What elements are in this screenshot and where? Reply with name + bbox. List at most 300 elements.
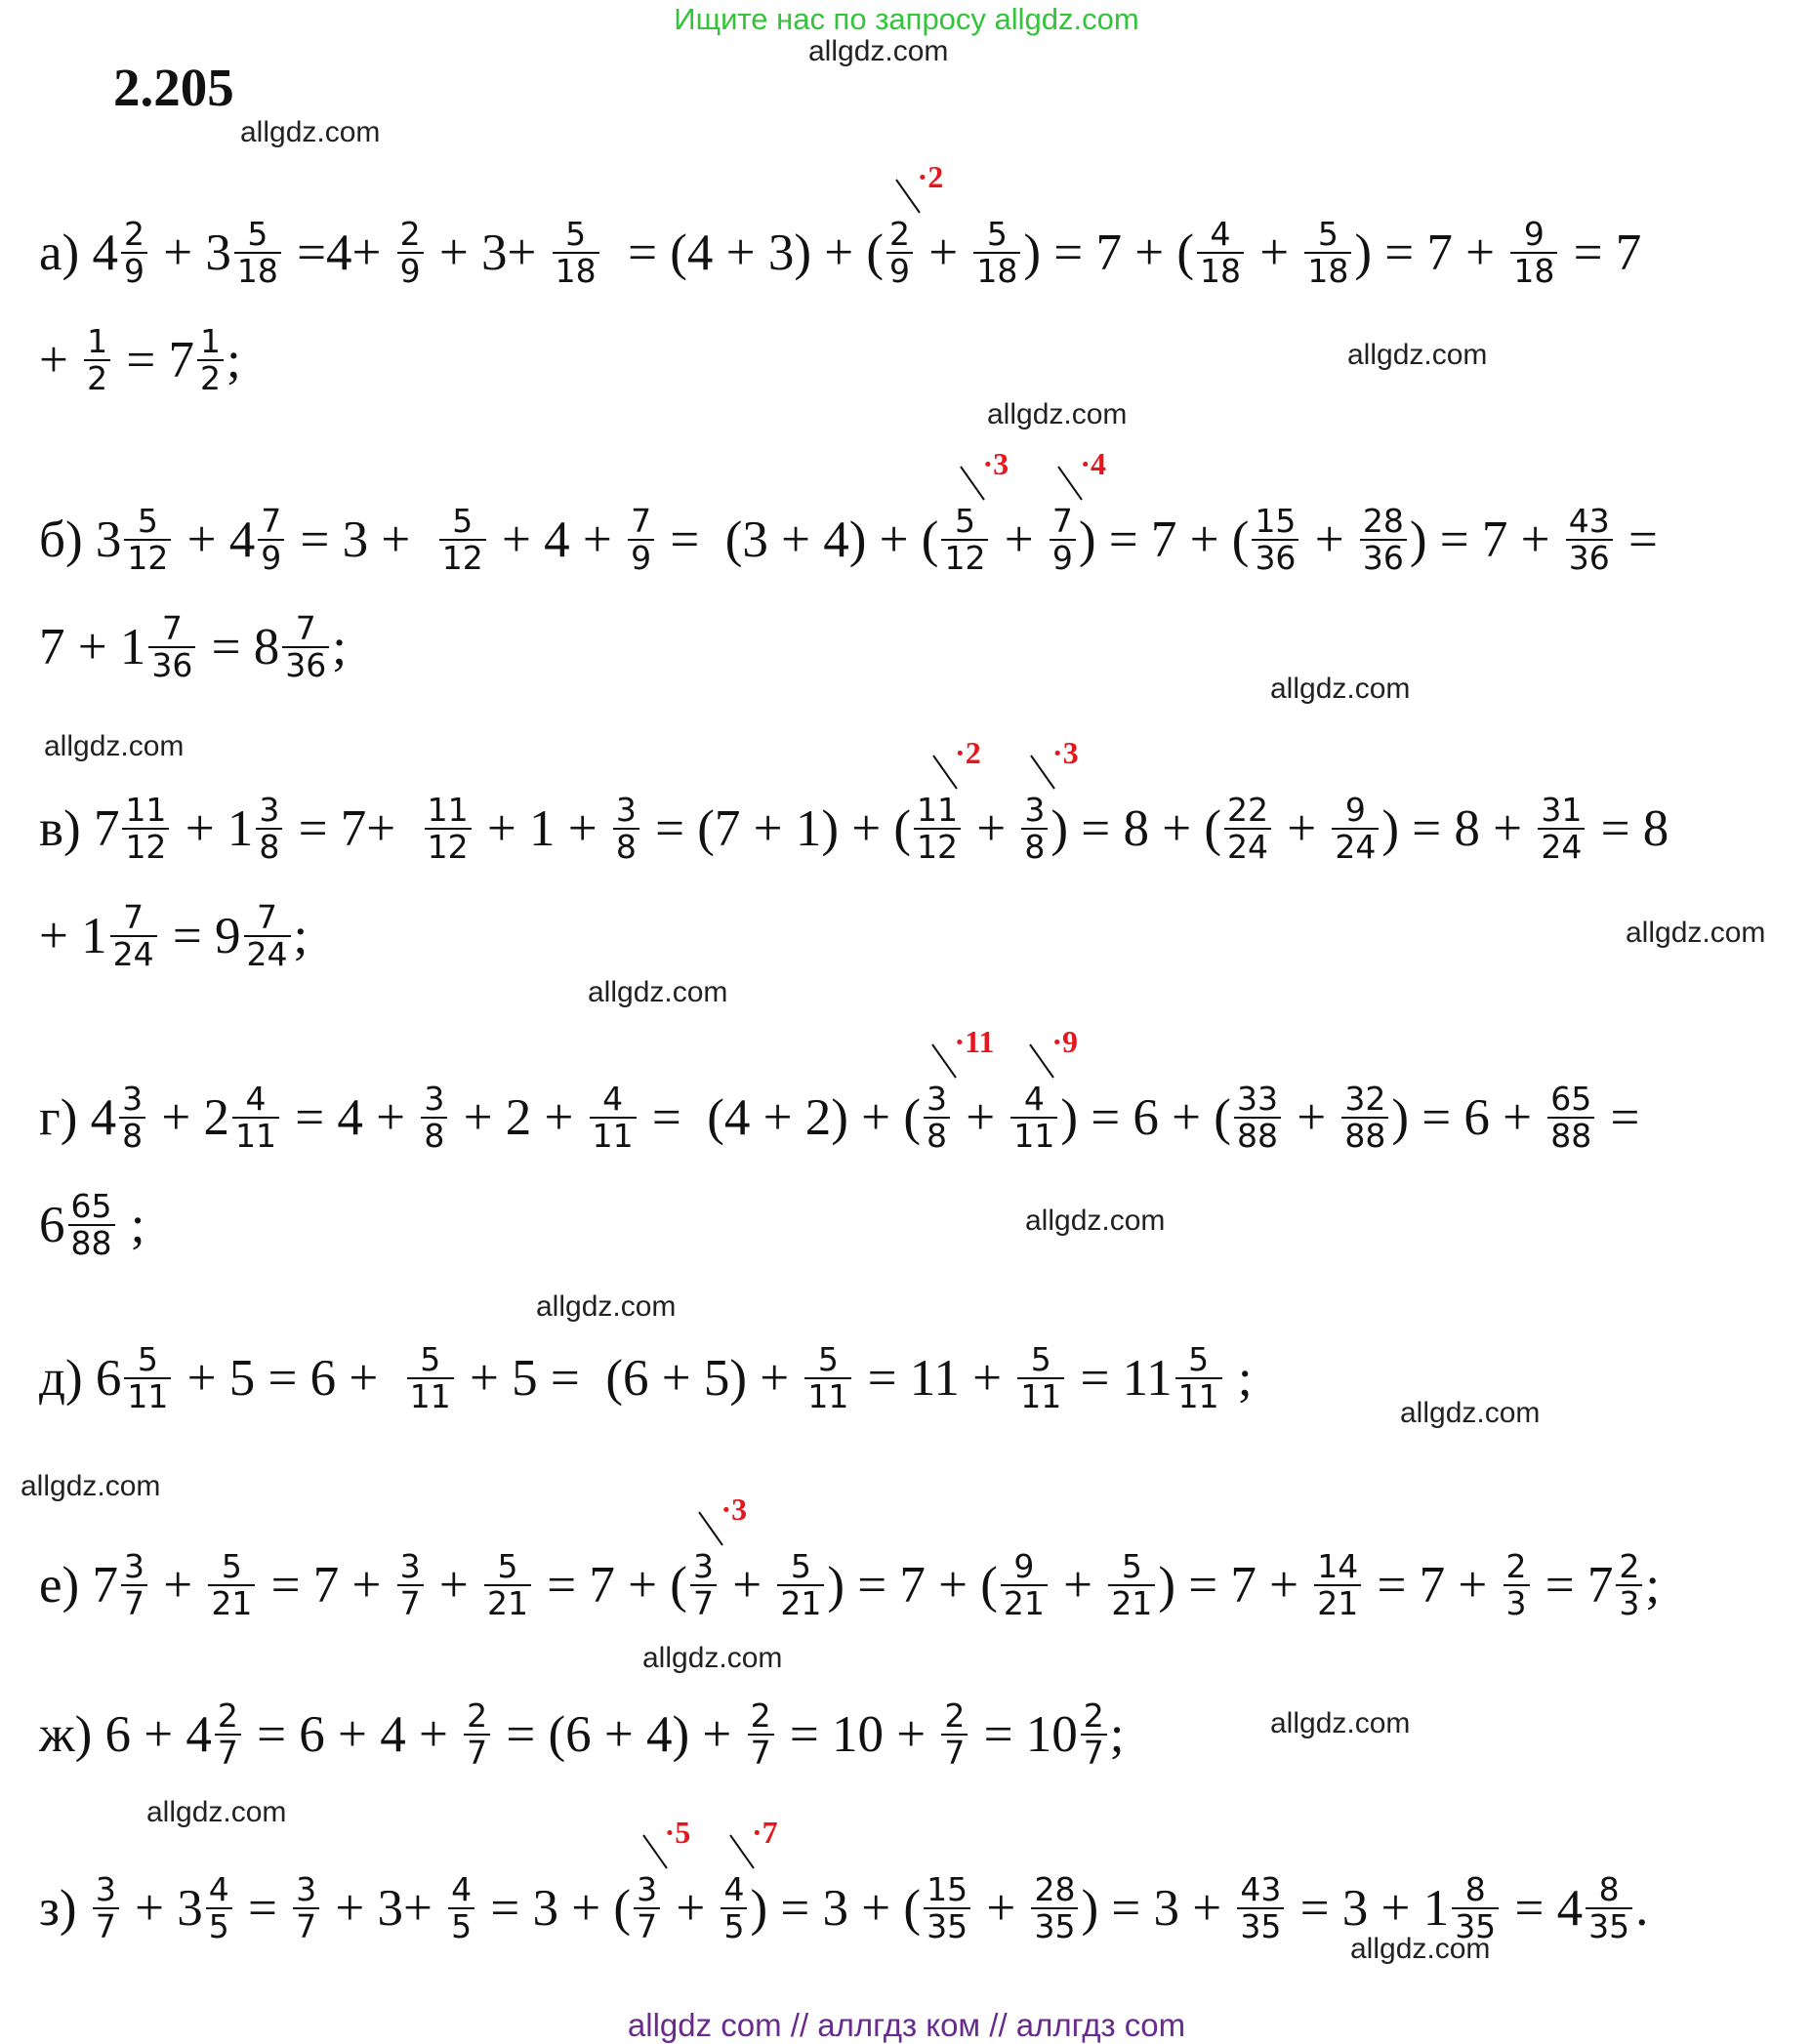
top-banner: Ищите нас по запросу allgdz.com <box>674 2 1139 36</box>
fraction <box>1510 217 1557 290</box>
numerator: 28 <box>1362 502 1404 540</box>
expression-text: ; <box>293 907 309 964</box>
fraction <box>84 324 110 397</box>
whole-part: 4 <box>92 224 118 281</box>
expression-text: ; <box>1109 1705 1125 1763</box>
numerator: 32 <box>1344 1080 1386 1118</box>
fraction <box>973 217 1020 290</box>
denominator: 18 <box>973 252 1020 289</box>
expression-text: ) = 7 + <box>1158 1556 1312 1614</box>
fraction <box>425 793 472 866</box>
numerator: 5 <box>954 502 975 540</box>
denominator: 7 <box>397 1584 424 1621</box>
denominator: 18 <box>1510 252 1557 289</box>
whole-part: 7 <box>92 1556 118 1614</box>
numerator: 5 <box>137 1340 158 1378</box>
denominator: 36 <box>282 646 329 683</box>
fraction <box>121 217 147 290</box>
whole-part: 1 <box>81 907 107 964</box>
fraction <box>197 324 224 397</box>
numerator: 2 <box>750 1697 771 1735</box>
denominator: 9 <box>258 539 284 576</box>
expression-text: = 7 + <box>258 1556 394 1614</box>
numerator: 65 <box>70 1187 112 1225</box>
denominator: 9 <box>121 252 147 289</box>
numerator: 7 <box>631 502 652 540</box>
bottom-banner: allgdz com // аллгдз ком // аллгдз com <box>627 2007 1186 2043</box>
fraction <box>122 793 169 866</box>
numerator: 5 <box>1121 1547 1142 1585</box>
expression-text: + <box>916 224 971 281</box>
expression-text: = (4 + 2) + ( <box>639 1088 921 1146</box>
equation-line <box>39 1342 1253 1415</box>
fraction <box>439 504 486 577</box>
denominator: 35 <box>1586 1907 1632 1944</box>
denominator: 7 <box>93 1907 119 1944</box>
denominator: 8 <box>256 828 282 865</box>
numerator: 43 <box>1240 1870 1282 1908</box>
numerator: 9 <box>1523 215 1545 253</box>
fraction <box>590 1082 637 1155</box>
numerator: 5 <box>137 502 158 540</box>
expression-text: = 7 + <box>1364 1556 1501 1614</box>
denominator: 36 <box>148 646 195 683</box>
mixed-number <box>204 1082 283 1155</box>
fraction <box>1341 1082 1388 1155</box>
equation-line <box>39 324 241 397</box>
numerator: 3 <box>259 791 280 829</box>
fraction <box>804 1342 851 1415</box>
denominator: 8 <box>1021 828 1048 865</box>
numerator: 8 <box>1598 1870 1620 1908</box>
denominator: 21 <box>208 1584 255 1621</box>
denominator: 9 <box>397 252 424 289</box>
numerator: 8 <box>1464 1870 1486 1908</box>
whole-part: 1 <box>119 618 146 675</box>
numerator: 1 <box>200 322 222 360</box>
denominator: 88 <box>1547 1117 1594 1154</box>
expression-text: ) = 8 + ( <box>1051 799 1221 857</box>
expression-text: б) <box>39 511 96 568</box>
fraction <box>941 446 1010 578</box>
fraction <box>1547 1082 1594 1155</box>
denominator: 35 <box>924 1907 970 1944</box>
expression-text: + <box>952 1088 1009 1146</box>
denominator: 8 <box>613 828 639 865</box>
numerator: 1 <box>87 322 108 360</box>
mixed-number <box>39 1189 118 1262</box>
multiplier-label: ·2 <box>955 735 981 770</box>
numerator: 2 <box>467 1697 488 1735</box>
numerator: 43 <box>1568 502 1610 540</box>
denominator: 3 <box>1504 1584 1530 1621</box>
denominator: 11 <box>590 1117 637 1154</box>
expression-text: + <box>149 1556 206 1614</box>
numerator: 2 <box>217 1697 238 1735</box>
whole-part: 7 <box>1586 1556 1614 1614</box>
fraction <box>690 1492 748 1623</box>
fraction <box>421 1082 447 1155</box>
numerator: 65 <box>1550 1080 1592 1118</box>
mixed-number <box>1587 1549 1646 1622</box>
numerator: 2 <box>1505 1547 1527 1585</box>
denominator: 7 <box>748 1734 774 1771</box>
numerator: 7 <box>123 898 144 936</box>
denominator: 24 <box>1332 828 1379 865</box>
expression-text: + <box>1301 511 1357 568</box>
expression-text: з) <box>39 1879 90 1937</box>
mixed-number <box>91 1082 149 1155</box>
numerator: 3 <box>926 1080 947 1118</box>
expression-text: = 4 + <box>282 1088 419 1146</box>
denominator: 12 <box>124 539 171 576</box>
multiplier-mark <box>641 1815 710 1872</box>
denominator: 18 <box>1197 252 1244 289</box>
fraction <box>448 1872 474 1945</box>
denominator: 11 <box>1175 1377 1222 1414</box>
expression-text: г) <box>39 1088 91 1146</box>
multiplier-label: ·5 <box>664 1815 691 1850</box>
denominator: 24 <box>1538 828 1585 865</box>
multiplier-label: ·4 <box>1080 446 1107 481</box>
mixed-number <box>254 611 333 684</box>
expression-text: ) = 3 + <box>1081 1879 1235 1937</box>
denominator: 24 <box>1224 828 1271 865</box>
expression-text: = <box>234 1879 291 1937</box>
whole-part: 4 <box>185 1705 212 1763</box>
expression-text: + <box>719 1556 775 1614</box>
fraction <box>244 900 291 973</box>
fraction <box>110 900 157 973</box>
fraction <box>397 217 424 290</box>
whole-part: 3 <box>205 224 231 281</box>
mixed-number <box>81 900 160 973</box>
fraction <box>634 1815 691 1946</box>
fraction <box>1237 1872 1284 1945</box>
mixed-number <box>169 324 227 397</box>
expression-text: + 5 = 6 + <box>174 1349 404 1407</box>
numerator: 31 <box>1541 791 1583 829</box>
equation-line <box>39 900 308 973</box>
expression-text: + <box>39 331 82 388</box>
expression-text: = (3 + 4) + ( <box>657 511 939 568</box>
expression-text: ; <box>332 618 348 675</box>
denominator: 9 <box>886 252 913 289</box>
denominator: 7 <box>121 1584 147 1621</box>
expression-text: ) = 6 + ( <box>1060 1088 1231 1146</box>
denominator: 18 <box>234 252 281 289</box>
fraction <box>1566 504 1613 577</box>
fraction <box>208 1549 255 1622</box>
numerator: 5 <box>986 215 1008 253</box>
numerator: 15 <box>1255 502 1297 540</box>
denominator: 5 <box>721 1907 747 1944</box>
expression-text: ) = 3 + ( <box>750 1879 922 1937</box>
fraction <box>124 1342 171 1415</box>
fraction <box>1224 793 1271 866</box>
numerator: 3 <box>122 1080 144 1118</box>
expression-text: = (7 + 1) + ( <box>641 799 912 857</box>
watermark-text: allgdz.com <box>1025 1205 1166 1237</box>
fraction <box>1332 793 1379 866</box>
numerator: 22 <box>1227 791 1268 829</box>
fraction <box>721 1815 778 1946</box>
numerator: 2 <box>123 215 144 253</box>
fraction <box>1360 504 1407 577</box>
equation-line <box>39 611 347 684</box>
expression-text: = (4 + 3) + ( <box>601 224 885 281</box>
expression-text: ; <box>1645 1556 1661 1614</box>
numerator: 15 <box>927 1870 968 1908</box>
denominator: 88 <box>68 1224 115 1261</box>
multiplier-label: ·7 <box>751 1815 778 1850</box>
numerator: 3 <box>615 791 637 829</box>
multiplier-mark <box>1029 735 1097 793</box>
multiplier-label: ·3 <box>982 446 1010 481</box>
watermark-text: allgdz.com <box>240 116 381 148</box>
multiplier-label: ·2 <box>917 159 944 194</box>
fraction <box>1081 1698 1107 1772</box>
fraction <box>1021 735 1079 867</box>
numerator: 9 <box>1344 791 1366 829</box>
numerator: 3 <box>1024 791 1046 829</box>
expression-text: + <box>964 799 1019 857</box>
fraction <box>215 1698 241 1772</box>
numerator: 4 <box>245 1080 267 1118</box>
expression-text: ) = 7 + ( <box>1078 511 1250 568</box>
whole-part: 4 <box>228 511 256 568</box>
fraction <box>1586 1872 1632 1945</box>
fraction <box>941 1698 968 1772</box>
numerator: 5 <box>1188 1340 1210 1378</box>
fraction <box>1001 1549 1048 1622</box>
expression-text: + <box>149 224 206 281</box>
denominator: 36 <box>1252 539 1298 576</box>
fraction <box>464 1698 490 1772</box>
numerator: 28 <box>1034 1870 1076 1908</box>
watermark-text: allgdz.com <box>1400 1397 1541 1429</box>
fraction <box>68 1189 115 1262</box>
expression-text: = 7 <box>1560 224 1642 281</box>
whole-part: 6 <box>95 1349 122 1407</box>
expression-text: ) = 7 + <box>1354 224 1508 281</box>
expression-text: + <box>121 1879 178 1937</box>
fraction <box>553 217 599 290</box>
expression-text: + 2 + <box>450 1088 587 1146</box>
expression-text: а) <box>39 224 93 281</box>
multiplier-label: ·3 <box>1051 735 1079 770</box>
denominator: 35 <box>1031 1907 1078 1944</box>
watermark-text: allgdz.com <box>146 1796 287 1828</box>
whole-part: 4 <box>90 1088 117 1146</box>
fraction <box>1010 1024 1079 1156</box>
denominator: 2 <box>197 359 224 396</box>
expression-text: = 10 + <box>776 1705 939 1763</box>
denominator: 24 <box>110 935 157 972</box>
watermark-text: allgdz.com <box>1270 673 1411 705</box>
expression-text: = 8 <box>1587 799 1669 857</box>
denominator: 8 <box>421 1117 447 1154</box>
fraction <box>1538 793 1585 866</box>
denominator: 9 <box>1050 539 1076 576</box>
fraction <box>232 1082 279 1155</box>
equation-line <box>39 1024 1640 1156</box>
numerator: 5 <box>1030 1340 1051 1378</box>
fraction <box>124 504 171 577</box>
denominator: 21 <box>1314 1584 1361 1621</box>
numerator: 2 <box>399 215 421 253</box>
expression-text: = 3 + <box>287 511 436 568</box>
numerator: 5 <box>497 1547 518 1585</box>
numerator: 3 <box>637 1870 658 1908</box>
denominator: 18 <box>553 252 599 289</box>
problem-number: 2.205 <box>113 58 234 117</box>
expression-text: ; <box>117 1196 145 1253</box>
multiplier-mark <box>959 446 1027 504</box>
multiplier-label: ·11 <box>954 1024 995 1059</box>
mixed-number <box>1026 1698 1110 1772</box>
fraction <box>1504 1549 1530 1622</box>
expression-text: е) <box>39 1556 93 1614</box>
fraction <box>206 1872 232 1945</box>
multiplier-label: ·3 <box>721 1492 748 1527</box>
denominator: 12 <box>425 828 472 865</box>
fraction <box>484 1549 531 1622</box>
fraction <box>924 1024 995 1156</box>
denominator: 36 <box>1360 539 1407 576</box>
expression-text: + <box>973 1879 1029 1937</box>
fraction <box>1197 217 1244 290</box>
numerator: 5 <box>817 1340 839 1378</box>
denominator: 7 <box>293 1907 319 1944</box>
denominator: 7 <box>690 1584 717 1621</box>
numerator: 2 <box>1619 1547 1640 1585</box>
fraction <box>914 735 981 867</box>
fraction <box>777 1549 824 1622</box>
expression-text: + <box>174 511 229 568</box>
whole-part: 4 <box>1556 1879 1584 1937</box>
expression-text: + <box>39 907 82 964</box>
expression-text: = <box>970 1705 1026 1763</box>
watermark-text: allgdz.com <box>21 1470 161 1502</box>
multiplier-mark <box>697 1492 765 1549</box>
expression-text: = <box>1597 1088 1640 1146</box>
mixed-number <box>1557 1872 1636 1945</box>
mixed-number <box>229 504 288 577</box>
numerator: 5 <box>1317 215 1339 253</box>
expression-text: + <box>1274 799 1330 857</box>
mixed-number <box>96 1342 175 1415</box>
denominator: 88 <box>1234 1117 1281 1154</box>
fraction <box>258 504 284 577</box>
numerator: 3 <box>95 1870 116 1908</box>
expression-text: ; <box>1224 1349 1253 1407</box>
denominator: 7 <box>464 1734 490 1771</box>
denominator: 7 <box>634 1907 660 1944</box>
fraction <box>293 1872 319 1945</box>
denominator: 12 <box>439 539 486 576</box>
denominator: 7 <box>1081 1734 1107 1771</box>
mixed-number <box>1123 1342 1225 1415</box>
expression-text: 7 + <box>39 618 120 675</box>
whole-part: 10 <box>1025 1705 1078 1763</box>
denominator: 11 <box>804 1377 851 1414</box>
whole-part: 7 <box>93 799 120 857</box>
multiplier-mark <box>1056 446 1125 504</box>
denominator: 8 <box>924 1117 950 1154</box>
expression-text: = <box>1532 1556 1587 1614</box>
expression-text: = 6 + 4 + <box>243 1705 462 1763</box>
expression-text: = 7+ <box>285 799 422 857</box>
multiplier-mark <box>931 735 1000 793</box>
watermark-text: allgdz.com <box>1347 339 1488 371</box>
denominator: 8 <box>119 1117 145 1154</box>
fraction <box>148 611 195 684</box>
expression-text: д) <box>39 1349 96 1407</box>
whole-part: 1 <box>1422 1879 1450 1937</box>
numerator: 9 <box>1013 1547 1035 1585</box>
expression-text: = <box>159 907 216 964</box>
expression-text: в) <box>39 799 94 857</box>
multiplier-mark <box>728 1815 797 1872</box>
whole-part: 3 <box>177 1879 203 1937</box>
whole-part: 2 <box>203 1088 230 1146</box>
fraction <box>1304 217 1351 290</box>
fraction <box>121 1549 147 1622</box>
expression-text: + <box>172 799 227 857</box>
expression-text: + <box>663 1879 719 1937</box>
fraction <box>1017 1342 1064 1415</box>
watermark-text: allgdz.com <box>642 1642 783 1674</box>
denominator: 88 <box>1341 1117 1388 1154</box>
whole-part: 7 <box>168 331 195 388</box>
mixed-number <box>215 900 294 973</box>
mixed-number <box>205 217 284 290</box>
watermark-text: allgdz.com <box>1626 917 1766 949</box>
denominator: 35 <box>1452 1907 1499 1944</box>
numerator: 11 <box>427 791 469 829</box>
denominator: 12 <box>941 539 988 576</box>
expression-text: = <box>1502 1879 1557 1937</box>
numerator: 5 <box>221 1547 242 1585</box>
expression-text: ; <box>227 331 241 388</box>
fraction <box>1050 446 1107 578</box>
fraction <box>1108 1549 1155 1622</box>
mixed-number <box>92 217 150 290</box>
expression-text: + <box>1050 1556 1106 1614</box>
fraction <box>256 793 282 866</box>
expression-text: + 1 + <box>474 799 610 857</box>
fraction <box>93 1872 119 1945</box>
denominator: 12 <box>122 828 169 865</box>
mixed-number <box>94 793 173 866</box>
expression-text: = 3 + <box>1287 1879 1423 1937</box>
whole-part: 3 <box>95 511 122 568</box>
fraction <box>628 504 654 577</box>
expression-text: = <box>1615 511 1658 568</box>
mixed-number <box>92 1549 150 1622</box>
numerator: 3 <box>692 1547 714 1585</box>
numerator: 2 <box>889 215 911 253</box>
equation-line <box>39 1492 1661 1623</box>
expression-text: = (6 + 4) + <box>493 1705 745 1763</box>
expression-text: + 3+ <box>426 224 550 281</box>
whole-part: 1 <box>227 799 254 857</box>
fraction <box>1031 1872 1078 1945</box>
fraction <box>1234 1082 1281 1155</box>
equation-line <box>39 159 1642 291</box>
denominator: 5 <box>206 1907 232 1944</box>
